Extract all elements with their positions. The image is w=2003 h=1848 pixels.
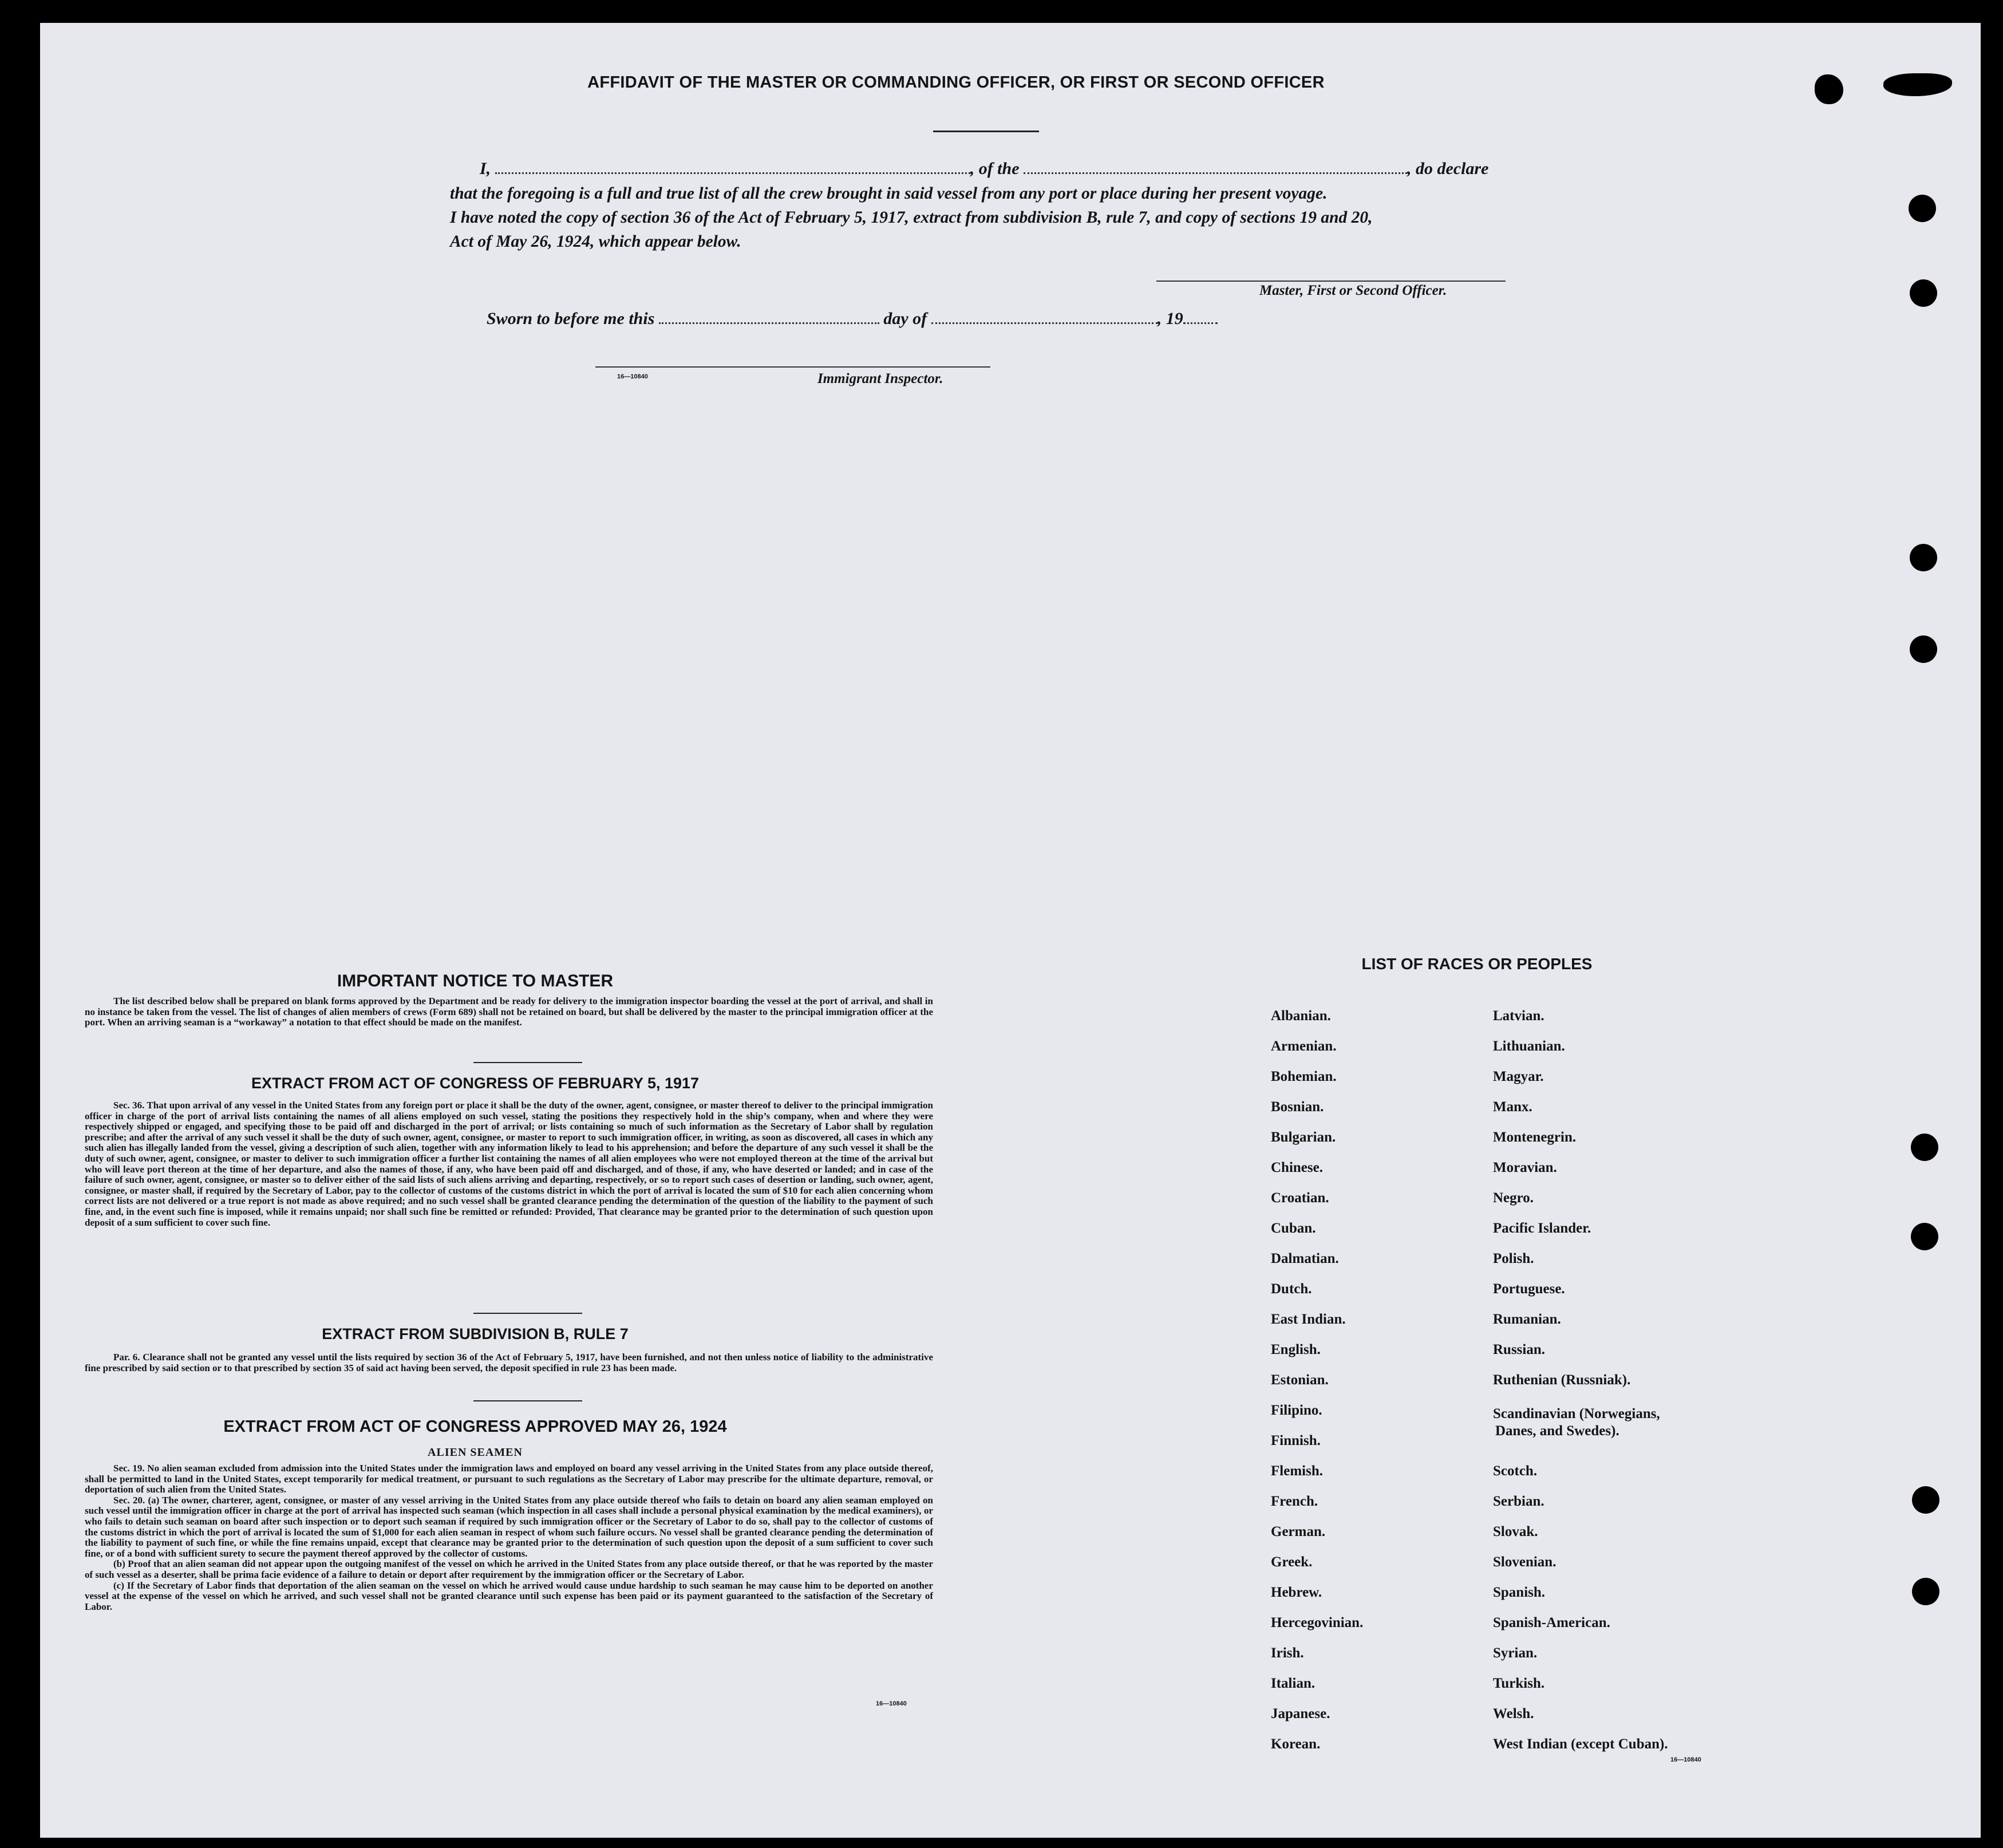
race-item: Pacific Islander. [1493,1221,1591,1236]
affidavit-title: AFFIDAVIT OF THE MASTER OR COMMANDING OFFICER, OR FIRST OR SECOND OFFICER [587,73,1325,92]
sec-20b: (b) Proof that an alien seaman did not appear upon the outgoing manifest of the vessel on which he arrived in the United States from any place outside thereof, or that he was reported by the master of such vessel as a deserter, shall be prima facie evidence of a failure to detain or deport after requirement by the immigration officer or the Secretary of Labor. [85,1558,933,1580]
sworn-month-field[interactable] [931,310,1157,324]
extract-1917-text: Sec. 36. That upon arrival of any vessel in the United States from any foreign port or place it shall be the duty of the owner, agent, consignee, or master thereof to deliver to the principal immigration officer in charge of the port of arrival lists containing the names of all aliens employed on such vessel, stating the positions they respectively hold in the ship’s company, when and where they were respectively shipped or engaged, and specifying those to be paid off and discharged in the port of arrival; or lists containing so much of such information as the Secretary of Labor shall by regulation prescribe; and after the arrival of any such vessel it shall be the duty of such owner, agent, consignee, or master to report to such immigration officer, in writing, as soon as discovered, all cases in which any such alien has illegally landed from the vessel, giving a description of such alien, together with any information likely to lead to his apprehension; and before the departure of any such vessel it shall be the duty of such owner, agent, consignee, or master to deliver to such immigration officer a further list containing the names of all alien employees who were not employed thereon at the time of the arrival but who will leave port thereon at the time of her departure, and also the names of those, if any, who have been paid off and discharged, and of those, if any, who have deserted or landed; and in case of the failure of such owner, agent, consignee, or master so to deliver either of the said lists of such aliens arriving and departing, respectively, or so to report such cases of desertion or landing, such owner, agent, consignee, or master shall, if required by the Secretary of Labor, pay to the collector of customs of the customs district in which the port of arrival is located the sum of $10 for each alien concerning whom correct lists are not delivered or a true report is not made as above required; and no such vessel shall be granted clearance pending the determination of the question of the liability to the payment of such fine, and, in the event such fine is imposed, while it remains unpaid; nor shall such fine be remitted or refunded: Provided, That clearance may be granted prior to the determination of such question upon deposit of a sum sufficient to cover such fine. [85,1100,933,1228]
race-item: Danes, and Swedes). [1495,1423,1619,1439]
sworn-line [487,309,1218,329]
race-item: Dutch. [1271,1281,1312,1297]
signature-line [1156,281,1506,282]
race-item: Welsh. [1493,1706,1534,1721]
declaration-line-2: that the foregoing is a full and true list of all the crew brought in said vessel from any port or place during her present voyage. [450,184,1328,203]
race-item: Croatian. [1271,1190,1329,1206]
inspector-label: Immigrant Inspector. [817,371,943,386]
vessel-field[interactable] [1024,160,1407,174]
sworn-year-field[interactable] [1183,310,1218,324]
race-item: Hebrew. [1271,1585,1322,1600]
extract-1924-heading: EXTRACT FROM ACT OF CONGRESS APPROVED MAY 26, 1924 [223,1417,727,1436]
notice-heading: IMPORTANT NOTICE TO MASTER [337,972,614,990]
race-item: Filipino. [1271,1403,1322,1418]
form-number: 16—10840 [876,1700,907,1707]
race-item: English. [1271,1342,1321,1357]
year-label: , 19 [1157,309,1183,328]
race-item: Turkish. [1493,1676,1545,1691]
race-item: Scotch. [1493,1463,1538,1479]
race-item: Slovak. [1493,1524,1538,1539]
of-the-label: , of the [970,159,1020,178]
race-item: Italian. [1271,1676,1315,1691]
race-item: West Indian (except Cuban). [1493,1736,1668,1752]
section-divider [473,1313,582,1314]
race-item: Chinese. [1271,1160,1323,1175]
signature-label: Master, First or Second Officer. [1259,283,1447,298]
race-item: Russian. [1493,1342,1546,1357]
form-number: 16—10840 [1670,1756,1701,1763]
punch-hole [1910,544,1937,571]
i-label: I, [480,159,491,178]
notice-text: The list described below shall be prepared on blank forms approved by the Department and be ready for delivery to the immigration inspector boarding the vessel at the port of arrival, and shall in no instance be taken from the vessel. The list of changes of alien members of crews (Form 689) shall not be retained on board, but shall be delivered by the master to the principal immigration officer at the port. When an arriving seaman is a “workaway” a notation to that effect should be made on the manifest. [85,996,933,1028]
race-item: Spanish. [1493,1585,1546,1600]
race-item: Irish. [1271,1645,1304,1661]
declaration-line-1 [480,159,1488,179]
race-item: Latvian. [1493,1008,1544,1024]
race-item: Korean. [1271,1736,1321,1752]
race-item: Bulgarian. [1271,1130,1336,1145]
sec-20a: Sec. 20. (a) The owner, charterer, agent, consignee, or master of any vessel arriving in the United States from any place outside thereof who fails to detain on board any alien seaman employed on such vessel until the immigration officer in charge at the port of arrival has inspected such seaman (which inspection in all cases shall include a personal physical examination by the medical examiners), or who fails to detain such seaman on board after such inspection or to deport such seaman if required by such immigration officer or the Secretary of Labor to do so, shall pay to the collector of customs of the customs district in which the port of arrival is located the sum of $1,000 for each alien seaman in respect of whom such failure occurs. No vessel shall be granted clearance pending the determination of the liability to payment of such fine, or while the fine remains unpaid, except that clearance may be granted prior to the determination of such question upon the deposit of a sum sufficient to cover such fine, or of a bond with sufficient surety to secure the payment thereof approved by the collector of customs. [85,1494,933,1559]
inspector-line [595,366,990,368]
race-item: Finnish. [1271,1433,1321,1448]
extract-rule7-heading: EXTRACT FROM SUBDIVISION B, RULE 7 [322,1325,629,1342]
punch-hole [1911,1223,1938,1250]
race-item: Syrian. [1493,1645,1538,1661]
race-item: Estonian. [1271,1372,1329,1388]
race-item: East Indian. [1271,1312,1346,1327]
race-item: Hercegovinian. [1271,1615,1364,1630]
race-item: Bosnian. [1271,1099,1324,1115]
punch-hole [1909,195,1936,222]
race-item: Lithuanian. [1493,1038,1565,1054]
sworn-day-field[interactable] [659,310,879,324]
section-divider [473,1400,582,1401]
race-item: Ruthenian (Russniak). [1493,1372,1631,1388]
race-item: Manx. [1493,1099,1532,1115]
punch-hole [1910,635,1937,663]
declaration-line-4: Act of May 26, 1924, which appear below. [450,232,741,251]
punch-hole [1912,1486,1939,1514]
race-item: Slovenian. [1493,1554,1556,1570]
sec-20c: (c) If the Secretary of Labor finds that deportation of the alien seaman on the vessel on which he arrived would cause undue hardship to such seaman he may cause him to be deported on another vessel at the expense of the vessel on which he arrived, and such vessel shall not be granted clearance until such expense has been paid or its payment guaranteed to the satisfaction of the Secretary of Labor. [85,1580,933,1612]
race-item: Flemish. [1271,1463,1323,1479]
race-item: Greek. [1271,1554,1313,1570]
race-item: Rumanian. [1493,1312,1561,1327]
do-declare-label: , do declare [1407,159,1489,178]
punch-hole [1910,279,1937,307]
race-item: French. [1271,1494,1318,1509]
punch-hole [1912,1578,1939,1605]
race-item: Polish. [1493,1251,1534,1266]
extract-1924-text [85,1463,933,1612]
name-field[interactable] [495,160,970,174]
race-item: Montenegrin. [1493,1130,1577,1145]
race-item: German. [1271,1524,1326,1539]
extract-1917-heading: EXTRACT FROM ACT OF CONGRESS OF FEBRUARY 5, 1917 [251,1075,700,1092]
race-item: Serbian. [1493,1494,1544,1509]
punch-hole [1911,1134,1938,1161]
section-divider [473,1062,582,1063]
race-item: Bohemian. [1271,1069,1337,1084]
race-item: Portuguese. [1493,1281,1565,1297]
title-rule [933,131,1039,132]
race-item: Magyar. [1493,1069,1544,1084]
ink-blot [1815,74,1843,104]
race-item: Moravian. [1493,1160,1557,1175]
sec-19: Sec. 19. No alien seaman excluded from admission into the United States under the immigration laws and employed on board any vessel arriving in the United States from any place outside thereof, shall be permitted to land in the United States, except temporarily for medical treatment, or pursuant to such regulations as the Secretary of Labor may prescribe for the ultimate departure, removal, or deportation of such alien from the United States. [85,1463,933,1495]
form-number: 16—10840 [617,373,648,380]
race-item: Scandinavian (Norwegians, [1493,1406,1660,1421]
race-item: Albanian. [1271,1008,1331,1024]
race-item: Armenian. [1271,1038,1337,1054]
sworn-label: Sworn to before me this [487,309,655,328]
race-item: Spanish-American. [1493,1615,1610,1630]
race-item: Negro. [1493,1190,1534,1206]
race-item: Cuban. [1271,1221,1316,1236]
races-title: LIST OF RACES OR PEOPLES [1361,955,1593,973]
race-item: Dalmatian. [1271,1251,1339,1266]
race-item: Japanese. [1271,1706,1330,1721]
extract-rule7-text: Par. 6. Clearance shall not be granted any vessel until the lists required by section 36 of the Act of February 5, 1917, have been furnished, and not then unless notice of liability to the administrative fine prescribed by said section or to that prescribed by section 35 of said act having been served, the deposit specified in rule 23 has been made. [85,1352,933,1373]
declaration-line-3: I have noted the copy of section 36 of the Act of February 5, 1917, extract from subdivision B, rule 7, and copy of sections 19 and 20, [450,208,1373,227]
day-of-label: day of [883,309,927,328]
alien-seamen-subheading: ALIEN SEAMEN [428,1446,523,1459]
